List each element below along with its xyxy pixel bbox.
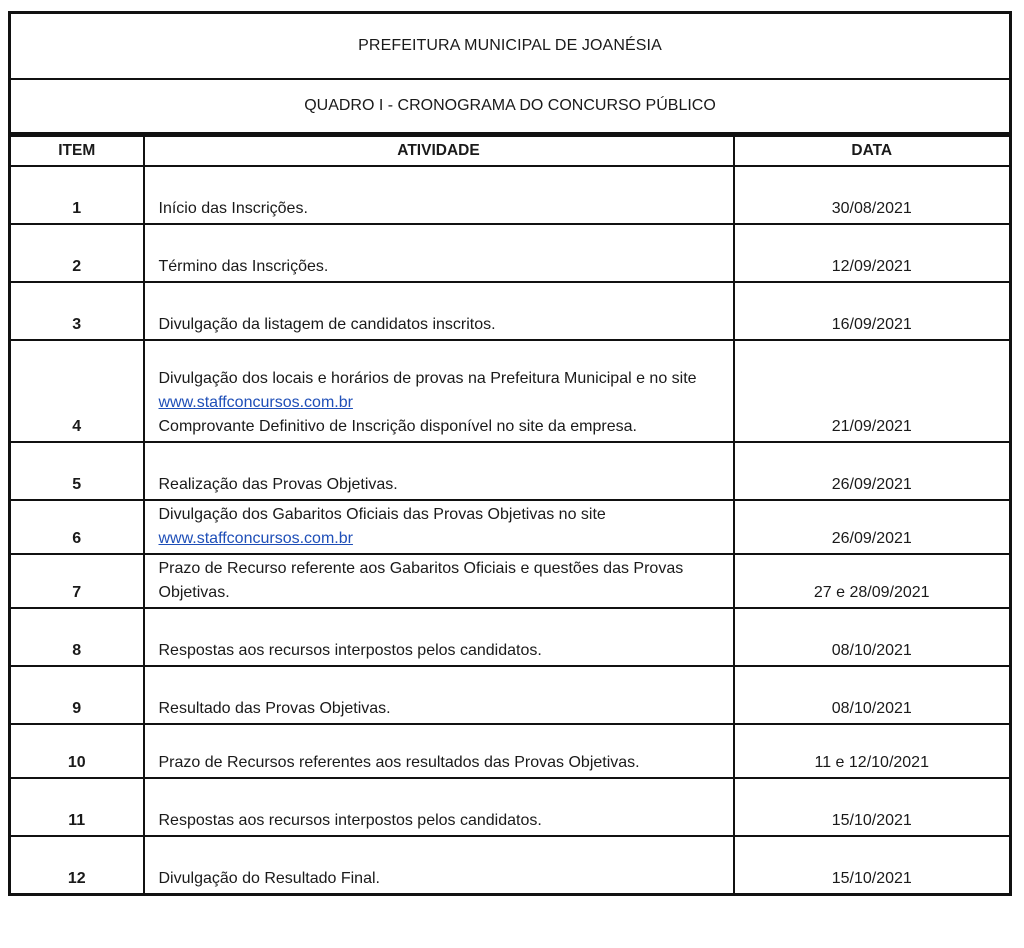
row-activity: Início das Inscrições. — [144, 166, 734, 224]
row-activity — [144, 340, 734, 442]
row-date: 08/10/2021 — [734, 608, 1011, 666]
row-item: 1 — [10, 166, 144, 224]
column-header-data: DATA — [734, 135, 1011, 167]
row-item: 2 — [10, 224, 144, 282]
row-date: 16/09/2021 — [734, 282, 1011, 340]
row-activity: Prazo de Recursos referentes aos resultados das Provas Objetivas. — [144, 724, 734, 778]
document-title: PREFEITURA MUNICIPAL DE JOANÉSIA — [10, 13, 1011, 80]
row-activity: Divulgação do Resultado Final. — [144, 836, 734, 895]
row-activity: Respostas aos recursos interpostos pelos candidatos. — [144, 608, 734, 666]
row-date: 30/08/2021 — [734, 166, 1011, 224]
row-date: 27 e 28/09/2021 — [734, 554, 1011, 608]
table-row — [10, 724, 1011, 778]
table-row — [10, 282, 1011, 340]
row-item: 8 — [10, 608, 144, 666]
row-date: 12/09/2021 — [734, 224, 1011, 282]
table-row — [10, 666, 1011, 724]
schedule-table — [8, 11, 1012, 896]
row-date: 11 e 12/10/2021 — [734, 724, 1011, 778]
row-item: 10 — [10, 724, 144, 778]
row-item: 4 — [10, 340, 144, 442]
table-row — [10, 500, 1011, 554]
table-row — [10, 778, 1011, 836]
row-activity: Resultado das Provas Objetivas. — [144, 666, 734, 724]
column-header-atividade: ATIVIDADE — [144, 135, 734, 167]
table-row — [10, 836, 1011, 895]
row-activity: Respostas aos recursos interpostos pelos candidatos. — [144, 778, 734, 836]
row-item: 5 — [10, 442, 144, 500]
staffconcursos-link[interactable]: www.staffconcursos.com.br — [158, 394, 353, 411]
row-activity: Prazo de Recurso referente aos Gabaritos Oficiais e questões das Provas Objetivas. — [144, 554, 734, 608]
schedule-document — [8, 11, 1009, 896]
row-item: 6 — [10, 500, 144, 554]
row-item: 9 — [10, 666, 144, 724]
row-activity: Divulgação da listagem de candidatos inscritos. — [144, 282, 734, 340]
row-date: 15/10/2021 — [734, 836, 1011, 895]
table-row — [10, 554, 1011, 608]
row-activity — [144, 500, 734, 554]
row-activity-text: Divulgação dos Gabaritos Oficiais das Provas Objetivas no site — [158, 506, 606, 523]
table-row — [10, 340, 1011, 442]
row-item: 12 — [10, 836, 144, 895]
row-date: 21/09/2021 — [734, 340, 1011, 442]
document-subtitle: QUADRO I - CRONOGRAMA DO CONCURSO PÚBLICO — [10, 79, 1011, 135]
row-date: 08/10/2021 — [734, 666, 1011, 724]
row-activity-text: Divulgação dos locais e horários de provas na Prefeitura Municipal e no site — [158, 370, 697, 387]
row-item: 11 — [10, 778, 144, 836]
row-activity-text-extra: Comprovante Definitivo de Inscrição disponível no site da empresa. — [158, 418, 637, 435]
table-row — [10, 224, 1011, 282]
row-item: 7 — [10, 554, 144, 608]
row-date: 15/10/2021 — [734, 778, 1011, 836]
row-date: 26/09/2021 — [734, 442, 1011, 500]
staffconcursos-link[interactable]: www.staffconcursos.com.br — [158, 530, 353, 547]
table-row — [10, 442, 1011, 500]
column-header-item: ITEM — [10, 135, 144, 167]
row-item: 3 — [10, 282, 144, 340]
table-row — [10, 608, 1011, 666]
row-activity: Realização das Provas Objetivas. — [144, 442, 734, 500]
table-row — [10, 166, 1011, 224]
row-activity: Término das Inscrições. — [144, 224, 734, 282]
row-date: 26/09/2021 — [734, 500, 1011, 554]
